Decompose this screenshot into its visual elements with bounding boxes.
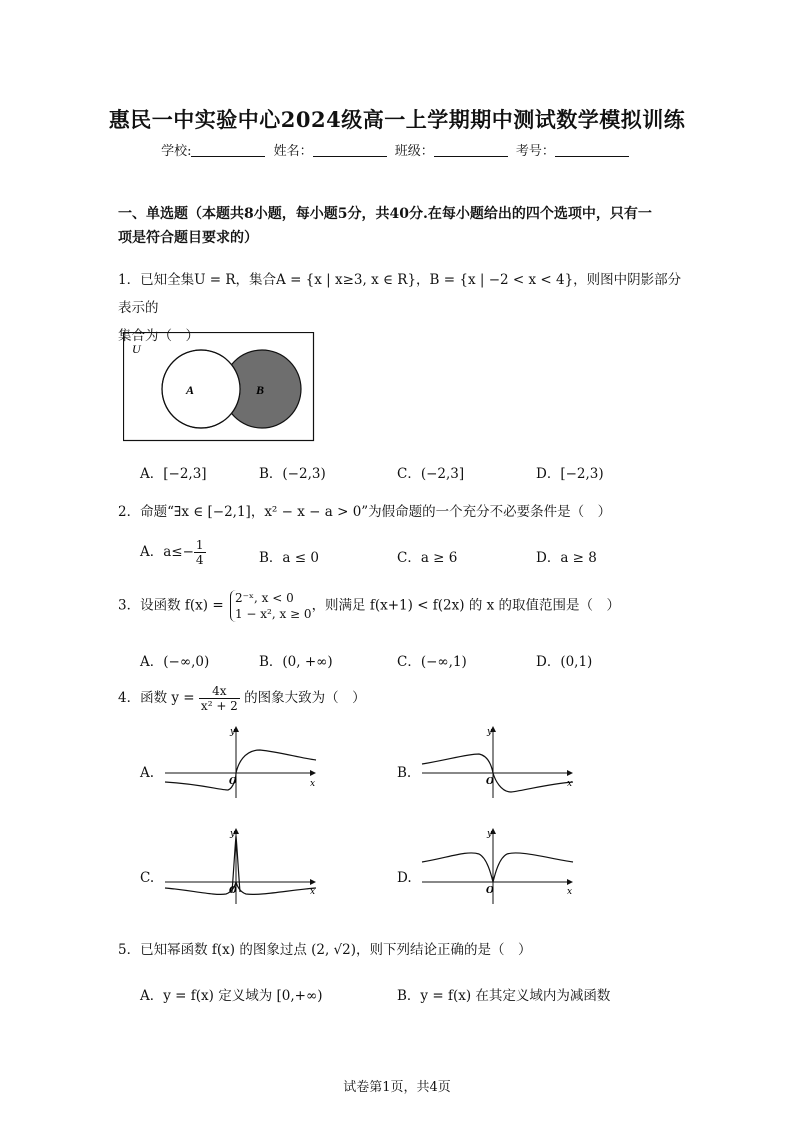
page-title: 惠民一中实验中心2024级高一上学期期中测试数学模拟训练 (108, 107, 686, 132)
question-5: 5．已知幂函数 f(x) 的图象过点 (2, √2)，则下列结论正确的是（ ） (118, 942, 532, 958)
question-1-line2: 集合为（ ） (118, 328, 199, 344)
q3-stem-suffix: ，则满足 f(x+1) < f(2x) 的 x 的取值范围是（ ） (311, 597, 621, 614)
page-footer: 试卷第1页，共4页 (343, 1080, 451, 1095)
svg-text:O: O (229, 777, 237, 787)
q4-fraction: $\frac{4x}{\text{x² + 2}}$ (200, 684, 238, 713)
section-heading (118, 202, 688, 250)
q1-option-c[interactable]: C．(−2,3] (397, 466, 465, 482)
exam-number-blank[interactable] (555, 144, 629, 157)
name-label: 姓名： (273, 144, 313, 159)
q5-option-a[interactable]: A．y = f(x) 定义域为 [0,+∞) (140, 988, 323, 1004)
svg-text:x: x (310, 779, 316, 789)
svg-text:O: O (486, 886, 494, 896)
venn-label-a: A (186, 383, 195, 397)
q1-option-b[interactable]: B．(−2,3) (259, 466, 326, 482)
q4-stem-prefix: 4．函数 y = (118, 690, 195, 706)
q2-option-d[interactable]: D．a ≥ 8 (536, 550, 597, 566)
section-heading-line1: 一、单选题（本题共8小题，每小题5分，共40分.在每小题给出的四个选项中，只有一 (118, 206, 652, 222)
question-1-line1: 1．已知全集U = R，集合A = {x | x≥3, x ∈ R}，B = {x | −2 < x < 4}，则图中阴影部分表示的 (118, 272, 682, 316)
venn-label-u: U (132, 342, 141, 356)
q4-option-c-label[interactable]: C. (140, 870, 155, 886)
school-blank[interactable] (191, 144, 265, 157)
q2-option-a[interactable] (140, 538, 206, 567)
class-label: 班级： (394, 144, 434, 159)
q1-option-d[interactable]: D．[−2,3) (536, 466, 604, 482)
q4-graph-c[interactable] (160, 826, 320, 906)
svg-text:x: x (567, 779, 573, 789)
q5-option-b[interactable]: B．y = f(x) 在其定义域内为减函数 (397, 988, 611, 1004)
q4-graph-b[interactable] (417, 724, 577, 800)
section-heading-line2: 项是符合题目要求的） (118, 230, 258, 246)
q2-option-b[interactable]: B．a ≤ 0 (259, 550, 319, 566)
question-4 (118, 684, 688, 713)
q4-stem-suffix: 的图象大致为（ ） (244, 690, 366, 706)
q4-option-a-label[interactable]: A. (140, 765, 155, 781)
q2-option-a-expr: a≤− (163, 544, 194, 560)
svg-text:O: O (229, 886, 237, 896)
q3-option-b[interactable]: B．(0, +∞) (259, 654, 333, 670)
q4-option-b-label[interactable]: B. (397, 765, 412, 781)
q4-graph-a[interactable] (160, 724, 320, 800)
class-blank[interactable] (434, 144, 508, 157)
q2-option-c[interactable]: C．a ≥ 6 (397, 550, 458, 566)
svg-text:y: y (230, 829, 236, 839)
venn-label-b: B (256, 383, 265, 397)
svg-text:y: y (230, 727, 236, 737)
q3-option-a[interactable]: A．(−∞,0) (140, 654, 210, 670)
q1-option-a[interactable]: A．[−2,3] (140, 466, 207, 482)
q2-option-a-prefix: A． (140, 544, 164, 560)
name-blank[interactable] (313, 144, 387, 157)
question-3 (118, 590, 688, 622)
q3-stem-prefix: 3．设函数 f(x) = (118, 597, 224, 614)
question-2: 2．命题“∃x ∈ [−2,1]，x² − x − a > 0”为假命题的一个充分不必要条件是（ ） (118, 504, 612, 520)
q3-option-c[interactable]: C．(−∞,1) (397, 654, 467, 670)
venn-diagram (123, 332, 315, 442)
school-label: 学校: (161, 144, 192, 159)
svg-text:y: y (487, 727, 493, 737)
student-info-line (0, 140, 794, 159)
q4-graph-d[interactable] (417, 826, 577, 906)
exam-number-label: 考号： (515, 144, 555, 159)
svg-text:x: x (567, 887, 573, 897)
q3-piecewise: 2⁻ˣ, x < 0 1 − x², x ≥ 0 (230, 590, 312, 622)
svg-text:O: O (486, 777, 494, 787)
q4-option-d-label[interactable]: D. (397, 870, 412, 886)
svg-text:x: x (310, 887, 316, 897)
q2-option-a-fraction: $\frac{1}{4}$ (195, 538, 204, 567)
svg-text:y: y (487, 829, 493, 839)
q3-option-d[interactable]: D．(0,1) (536, 654, 593, 670)
